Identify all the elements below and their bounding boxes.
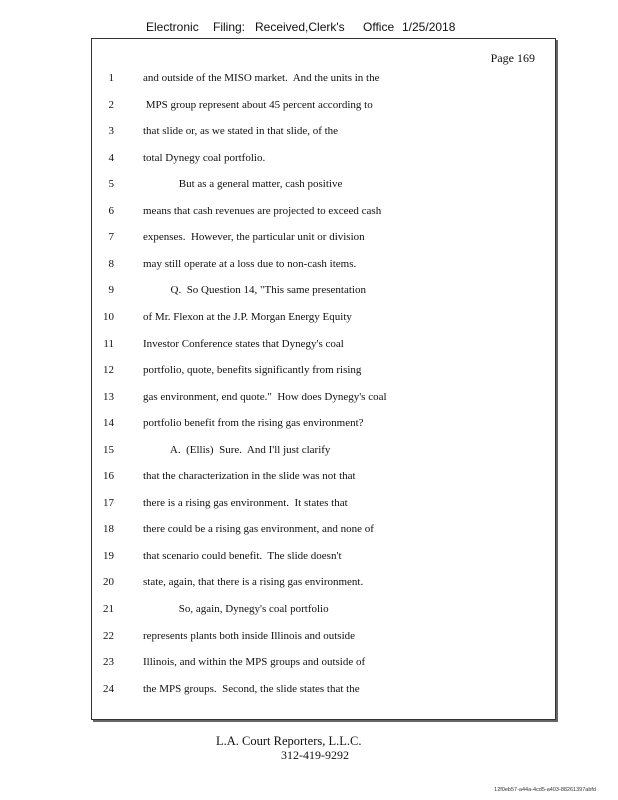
line-number: 6 bbox=[108, 204, 114, 217]
transcript-line bbox=[92, 152, 555, 168]
line-number: 12 bbox=[103, 364, 114, 377]
line-number: 22 bbox=[103, 629, 114, 642]
line-number: 14 bbox=[103, 417, 114, 430]
line-number: 8 bbox=[108, 257, 114, 270]
page-number: Page 169 bbox=[490, 51, 535, 65]
transcript-line bbox=[92, 550, 555, 566]
transcript-line bbox=[92, 656, 555, 672]
line-number: 5 bbox=[108, 178, 114, 191]
transcript-line bbox=[92, 125, 555, 141]
line-text: MPS group represent about 45 percent according to bbox=[143, 98, 373, 111]
footer-phone: 312-419-9292 bbox=[281, 748, 349, 762]
transcript-line bbox=[92, 338, 555, 354]
transcript-line bbox=[92, 630, 555, 646]
filing-header-word-received: Received,Clerk's bbox=[255, 20, 345, 34]
transcript-line bbox=[92, 258, 555, 274]
line-number: 2 bbox=[108, 98, 114, 111]
line-text: But as a general matter, cash positive bbox=[143, 178, 343, 191]
line-text: gas environment, end quote." How does Dynegy's coal bbox=[143, 390, 387, 403]
transcript-line bbox=[92, 231, 555, 247]
line-text: represents plants both inside Illinois and outside bbox=[143, 629, 356, 642]
transcript-line bbox=[92, 417, 555, 433]
line-text: may still operate at a loss due to non-cash items. bbox=[143, 257, 357, 270]
footer-company: L.A. Court Reporters, L.L.C. bbox=[216, 734, 362, 748]
transcript-line bbox=[92, 470, 555, 486]
line-text: means that cash revenues are projected to exceed cash bbox=[143, 204, 382, 217]
line-number: 18 bbox=[103, 523, 114, 536]
line-text: Q. So Question 14, "This same presentation bbox=[143, 284, 366, 297]
line-number: 15 bbox=[103, 443, 114, 456]
transcript-line bbox=[92, 603, 555, 619]
line-text: Investor Conference states that Dynegy's coal bbox=[143, 337, 344, 350]
line-number: 1 bbox=[108, 72, 114, 84]
transcript-line bbox=[92, 523, 555, 539]
line-text: that scenario could benefit. The slide doesn't bbox=[143, 549, 342, 562]
transcript-line bbox=[92, 576, 555, 592]
line-text: that slide or, as we stated in that slide, of the bbox=[143, 125, 339, 138]
line-number: 10 bbox=[103, 310, 114, 323]
line-text: portfolio, quote, benefits significantly from rising bbox=[143, 364, 362, 377]
line-text: there could be a rising gas environment, and none of bbox=[143, 523, 374, 536]
document-id: 12f0eb57-a44a-4cd5-a403-88261397abfd bbox=[494, 787, 596, 793]
line-text: expenses. However, the particular unit or division bbox=[143, 231, 365, 244]
transcript-line bbox=[92, 364, 555, 380]
line-text: So, again, Dynegy's coal portfolio bbox=[143, 603, 329, 615]
filing-header bbox=[0, 20, 618, 38]
filing-header-word-electronic: Electronic bbox=[146, 20, 199, 34]
line-number: 24 bbox=[103, 682, 114, 695]
line-number: 17 bbox=[103, 496, 114, 509]
transcript-line bbox=[92, 683, 555, 699]
transcript-line bbox=[92, 72, 555, 88]
line-text: and outside of the MISO market. And the units in the bbox=[143, 72, 380, 84]
line-number: 16 bbox=[103, 470, 114, 483]
line-text: portfolio benefit from the rising gas environment? bbox=[143, 417, 364, 430]
transcript-line bbox=[92, 444, 555, 460]
line-number: 20 bbox=[103, 576, 114, 589]
line-text: state, again, that there is a rising gas environment. bbox=[143, 576, 364, 589]
line-number: 3 bbox=[108, 125, 114, 138]
line-text: that the characterization in the slide was not that bbox=[143, 470, 356, 483]
transcript-line bbox=[92, 178, 555, 194]
transcript-line bbox=[92, 497, 555, 513]
line-number: 21 bbox=[103, 603, 114, 615]
transcript-page bbox=[91, 38, 556, 720]
line-number: 4 bbox=[108, 151, 114, 164]
line-text: total Dynegy coal portfolio. bbox=[143, 151, 266, 164]
line-text: the MPS groups. Second, the slide states that the bbox=[143, 682, 360, 695]
line-number: 9 bbox=[108, 284, 114, 297]
line-text: A. (Ellis) Sure. And I'll just clarify bbox=[143, 443, 331, 456]
line-number: 13 bbox=[103, 390, 114, 403]
line-number: 23 bbox=[103, 656, 114, 669]
transcript-line bbox=[92, 311, 555, 327]
transcript-line bbox=[92, 284, 555, 300]
filing-header-date: 1/25/2018 bbox=[402, 20, 456, 34]
line-text: of Mr. Flexon at the J.P. Morgan Energy Equity bbox=[143, 310, 352, 323]
filing-header-word-filing: Filing: bbox=[213, 20, 246, 34]
line-text: Illinois, and within the MPS groups and outside of bbox=[143, 656, 366, 669]
filing-header-word-office: Office bbox=[363, 20, 395, 34]
line-number: 11 bbox=[103, 337, 114, 350]
transcript-line bbox=[92, 391, 555, 407]
transcript-line bbox=[92, 99, 555, 115]
line-number: 7 bbox=[108, 231, 114, 244]
line-number: 19 bbox=[103, 549, 114, 562]
line-text: there is a rising gas environment. It states that bbox=[143, 496, 348, 509]
transcript-line bbox=[92, 205, 555, 221]
